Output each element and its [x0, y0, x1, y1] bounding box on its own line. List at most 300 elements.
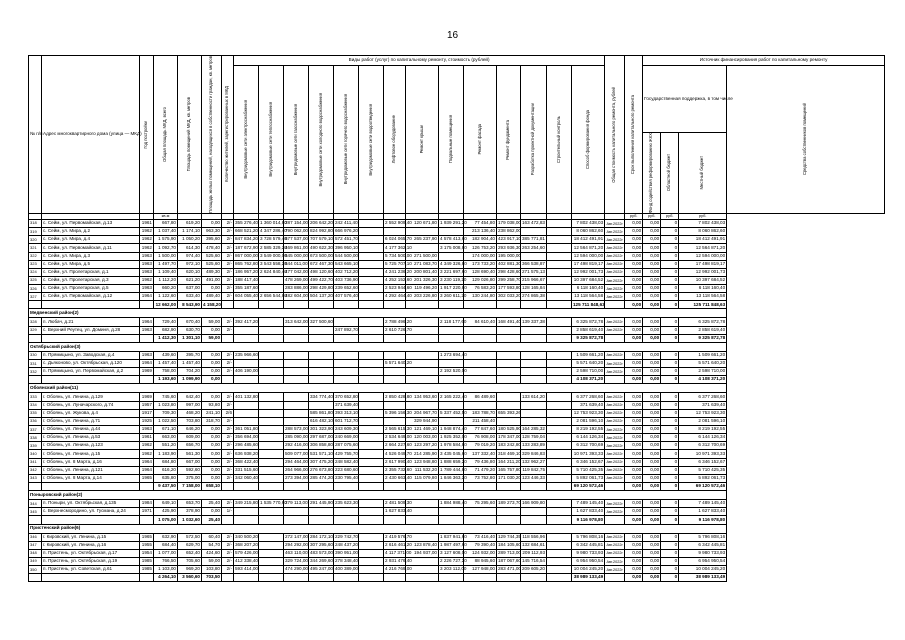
subtotal-fin-source: 0,00: [625, 376, 643, 384]
row-work-cost: [406, 228, 439, 236]
row-ways: 2/-: [222, 393, 234, 401]
row-work-cost: 119 496,20: [406, 285, 439, 293]
subtotal-row: [29, 376, 885, 384]
row-owned-area: 60,40: [202, 533, 222, 541]
subtotal-empty: [222, 376, 234, 384]
row-deadline: Авг.2022г: [605, 541, 625, 549]
table-row: [29, 285, 885, 293]
row-work-cost: [464, 326, 497, 334]
row-work-cost: 127 948,00: [464, 566, 497, 574]
row-total-area: 1 122,60: [154, 293, 178, 301]
district-title: Обоянский район(11): [29, 384, 727, 393]
row-work-cost: 297 687,00: [309, 434, 334, 442]
row-empty: [547, 276, 572, 284]
row-work-cost: 1 888 659,20: [439, 458, 464, 466]
row-fin-source: 0: [661, 360, 679, 368]
row-work-cost: [234, 326, 259, 334]
row-work-cost: 331 515,60: [234, 466, 259, 474]
row-owned-area: 525,60: [202, 252, 222, 260]
fin-group-header: Источник финансирования работ по капитальному ремонту: [643, 56, 885, 66]
row-ways: 2/-: [222, 417, 234, 425]
row-ways: 2/-: [222, 268, 234, 276]
row-fin-source: 6 954 950,54: [679, 558, 727, 566]
row-work-cost: 1 789 444,80: [439, 466, 464, 474]
row-work-cost: 423 917,10: [497, 236, 521, 244]
row-fin-source: 0,00: [625, 541, 643, 549]
subtotal-empty: [359, 334, 384, 342]
table-row: [29, 244, 885, 252]
subtotal-total-cost: 9 325 872,78: [572, 334, 605, 342]
row-total-cost: 8 060 862,60: [572, 228, 605, 236]
row-work-cost: [284, 401, 309, 409]
row-work-cost: 123 878,40: [406, 541, 439, 549]
row-work-cost: [259, 566, 284, 574]
row-fin-source: 0,00: [643, 326, 661, 334]
row-total-cost: 2 598 710,00: [572, 368, 605, 376]
row-living-area: 704,20: [178, 368, 202, 376]
subtotal-total-area: 9 437,50: [154, 483, 178, 491]
row-work-cost: 349 215,80: [234, 500, 259, 508]
row-work-cost: 173 733,20: [464, 260, 497, 268]
col-f3: Местный бюджет: [679, 132, 727, 213]
row-fin-source: 0: [661, 276, 679, 284]
row-work-cost: 5 396 156,30: [384, 409, 406, 417]
row-ways: 2/6: [222, 409, 234, 417]
row-work-cost: [284, 351, 309, 359]
row-fin-source: 0: [661, 368, 679, 376]
capital-repair-table-sheet: [28, 55, 885, 582]
row-work-cost: 214 285,90: [406, 450, 439, 458]
row-address: п. Прямицыно, ул. Заводская, д.4: [42, 351, 140, 359]
subtotal-empty: [464, 376, 497, 384]
row-work-cost: 393 313,10: [334, 409, 359, 417]
subtotal-empty: [439, 574, 464, 582]
row-work-cost: 370 652,80: [334, 393, 359, 401]
row-work-cost: 274 865,38: [521, 293, 547, 301]
row-work-cost: 401 132,80: [234, 393, 259, 401]
row-total-cost: 5 571 640,20: [572, 360, 605, 368]
row-work-cost: 3 127 608,00: [439, 549, 464, 557]
subtotal-empty: [605, 376, 625, 384]
subtotal-row: [29, 334, 885, 342]
row-owned-area: 963,30: [202, 228, 222, 236]
row-living-area: 652,40: [178, 549, 202, 557]
row-work-cost: 2 788 496,20: [384, 318, 406, 326]
row-total-area: 1 022,50: [154, 417, 178, 425]
subtotal-empty: [605, 516, 625, 524]
row-living-area: 653,70: [178, 500, 202, 508]
row-total-cost: 6 954 950,54: [572, 558, 605, 566]
subtotal-row: [29, 516, 885, 524]
row-address: п. Любач, д.21: [42, 318, 140, 326]
subtotal-fin-source: 0,00: [625, 483, 643, 491]
row-owned-area: 0,00: [202, 458, 222, 466]
row-fin-source: 0,00: [625, 285, 643, 293]
table-row: [29, 409, 885, 417]
row-work-cost: [284, 417, 309, 425]
row-total-cost: 5 710 425,35: [572, 466, 605, 474]
row-work-cost: 2 481 509,30: [384, 500, 406, 508]
subtotal-living-area: 3 560,60: [178, 574, 202, 582]
subtotal-empty: [464, 301, 497, 309]
row-work-cost: 194 937,00: [406, 549, 439, 557]
row-work-cost: 406 190,00: [234, 368, 259, 376]
row-work-cost: 495 247,00: [309, 566, 334, 574]
row-work-cost: 604 055,40: [234, 293, 259, 301]
row-owned-area: 59,00: [202, 558, 222, 566]
row-work-cost: 2 656 544,80: [259, 293, 284, 301]
district-title: Поныровский район(2): [29, 491, 727, 500]
row-total-cost: 6 312 700,69: [572, 442, 605, 450]
row-work-cost: 392 417,20: [234, 318, 259, 326]
subtotal-owned-area: 59,00: [202, 334, 222, 342]
row-work-cost: 164 211,20: [497, 458, 521, 466]
subtotal-empty: [234, 334, 259, 342]
row-work-cost: 655 393,26: [497, 409, 521, 417]
row-empty: [547, 393, 572, 401]
subtotal-fin-source: 0,00: [643, 301, 661, 309]
row-year: 1957: [140, 401, 154, 409]
subtotal-empty: [42, 574, 140, 582]
row-work-cost: 477 042,00: [284, 268, 309, 276]
row-work-cost: 1 837 941,60: [439, 533, 464, 541]
row-total-cost: 6 342 445,81: [572, 541, 605, 549]
row-ways: 1/-: [222, 508, 234, 516]
row-work-cost: [234, 409, 259, 417]
row-work-cost: 137 332,40: [464, 450, 497, 458]
row-work-cost: [259, 549, 284, 557]
subtotal-total-cost: 4 108 371,20: [572, 376, 605, 384]
row-work-cost: 4 252 152,60: [384, 276, 406, 284]
subtotal-empty: [309, 376, 334, 384]
row-owned-area: 525,60: [202, 260, 222, 268]
subtotal-empty: [259, 334, 284, 342]
row-work-cost: 2 523 944,60: [384, 285, 406, 293]
row-work-cost: 368 422,40: [234, 458, 259, 466]
col-w2: Внутридомовые сети теплоснабжения: [259, 66, 284, 214]
row-living-area: 637,00: [178, 285, 202, 293]
col-f2: Областной бюджет: [661, 132, 679, 213]
row-work-cost: 463 110,00: [284, 549, 309, 557]
row-empty: [547, 268, 572, 276]
row-ways: 2/-: [222, 434, 234, 442]
row-fin-source: 0,00: [625, 426, 643, 434]
subtotal-total-cost: 9 116 978,80: [572, 516, 605, 524]
subtotal-empty: [497, 376, 521, 384]
row-empty: [547, 260, 572, 268]
subtotal-empty: [42, 516, 140, 524]
row-work-cost: 499 422,70: [309, 276, 334, 284]
subtotal-empty: [547, 574, 572, 582]
subtotal-empty: [234, 483, 259, 491]
row-fin-source: 10 971 393,33: [679, 450, 727, 458]
subtotal-total-area: 1 412,30: [154, 334, 178, 342]
row-work-cost: 271 575,13: [521, 268, 547, 276]
row-empty: [547, 409, 572, 417]
row-work-cost: [259, 426, 284, 434]
row-fin-source: 0: [661, 442, 679, 450]
row-deadline: Авг.2022г: [605, 236, 625, 244]
row-fin-source: 0,00: [643, 268, 661, 276]
row-living-area: 1 050,20: [178, 236, 202, 244]
row-work-cost: 121 469,10: [406, 426, 439, 434]
subtotal-empty: [605, 483, 625, 491]
row-fin-source: 2 598 710,00: [679, 368, 727, 376]
row-work-cost: [521, 326, 547, 334]
row-living-area: 395,70: [178, 351, 202, 359]
row-total-cost: 10 397 684,52: [572, 276, 605, 284]
row-number: 330: [29, 351, 42, 359]
row-work-cost: [284, 368, 309, 376]
row-work-cost: 5 337 452,50: [439, 409, 464, 417]
row-fin-source: 0,00: [625, 458, 643, 466]
row-work-cost: 3 230 119,20: [439, 276, 464, 284]
row-work-cost: 334 774,40: [309, 393, 334, 401]
row-work-cost: [359, 228, 384, 236]
row-work-cost: 264 966,00: [284, 466, 309, 474]
row-number: 341: [29, 458, 42, 466]
row-fin-source: 0: [661, 401, 679, 409]
subtotal-fin-source: 38 989 133,49: [679, 574, 727, 582]
row-work-cost: [359, 268, 384, 276]
row-empty: [547, 533, 572, 541]
row-work-cost: [384, 228, 406, 236]
row-work-cost: [359, 252, 384, 260]
row-living-area: 620,10: [178, 268, 202, 276]
row-fin-source: 0,00: [625, 360, 643, 368]
row-work-cost: 2 565 615,30: [384, 426, 406, 434]
row-living-area: 656,70: [178, 442, 202, 450]
row-fin-source: 0,00: [625, 508, 643, 516]
row-total-cost: 6 377 268,60: [572, 393, 605, 401]
row-work-cost: [259, 401, 284, 409]
row-work-cost: 294 292,00: [284, 541, 309, 549]
row-deadline: Авг.2022г: [605, 417, 625, 425]
row-work-cost: 329 724,00: [284, 558, 309, 566]
row-work-cost: 4 578 413,60: [439, 236, 464, 244]
row-total-area: 1 500,00: [154, 252, 178, 260]
row-deadline: Авг.2022г: [605, 401, 625, 409]
subtotal-owned-area: 703,50: [202, 574, 222, 582]
capital-repair-table: [28, 55, 885, 582]
row-fin-source: 0,00: [625, 260, 643, 268]
row-ways: 2/-: [222, 500, 234, 508]
row-work-cost: 601 712,70: [334, 417, 359, 425]
row-work-cost: [359, 236, 384, 244]
row-living-area: 378,90: [178, 508, 202, 516]
row-address: г. Обоянь, ул. Ленина, д.53: [42, 434, 140, 442]
table-row: [29, 228, 885, 236]
subtotal-fin-source: 0,00: [643, 334, 661, 342]
row-fin-source: 0,00: [643, 466, 661, 474]
row-address: с. Сейм, ул. Первомайская, д.12: [42, 293, 140, 301]
row-fin-source: 0,00: [643, 458, 661, 466]
row-work-cost: 355 276,40: [234, 219, 259, 227]
row-number: 332: [29, 368, 42, 376]
row-work-cost: 2 931 476,40: [384, 558, 406, 566]
row-work-cost: 1 917 220,80: [439, 285, 464, 293]
row-fin-source: 0: [661, 474, 679, 482]
row-work-cost: 412 338,40: [234, 558, 259, 566]
row-living-area: 630,70: [178, 326, 202, 334]
row-deadline: Авг.2022г: [605, 474, 625, 482]
row-ways: 2/-: [222, 351, 234, 359]
row-empty: [547, 326, 572, 334]
table-row: [29, 252, 885, 260]
row-work-cost: [259, 368, 284, 376]
row-work-cost: 183 242,80: [497, 442, 521, 450]
row-work-cost: 248 437,20: [334, 541, 359, 549]
col-w5: Внутридомовые сети горячего водоснабжения: [334, 66, 359, 214]
subtotal-empty: [359, 301, 384, 309]
row-total-area: 660,20: [154, 285, 178, 293]
col-year: Год постройки: [140, 56, 154, 214]
row-owned-area: 0,00: [202, 285, 222, 293]
row-total-area: 667,80: [154, 219, 178, 227]
subtotal-fin-source: 0,00: [643, 574, 661, 582]
row-fin-source: 0,00: [625, 244, 643, 252]
row-owned-area: 0,00: [202, 426, 222, 434]
subtotal-total-area: 4 264,10: [154, 574, 178, 582]
row-work-cost: 2 419 576,70: [384, 533, 406, 541]
row-work-cost: 865 762,80: [234, 260, 259, 268]
row-work-cost: 265 237,90: [406, 236, 439, 244]
row-work-cost: [359, 417, 384, 425]
row-work-cost: [464, 368, 497, 376]
col-w9: Подвальные помещения: [439, 66, 464, 214]
row-total-area: 632,90: [154, 533, 178, 541]
row-work-cost: 403 736,90: [334, 276, 359, 284]
row-work-cost: [309, 401, 334, 409]
subtotal-empty: [547, 301, 572, 309]
row-work-cost: 6 024 065,70: [384, 236, 406, 244]
row-year: 1917: [140, 409, 154, 417]
row-fin-source: 5 710 425,35: [679, 466, 727, 474]
row-number: 322: [29, 252, 42, 260]
table-row: [29, 500, 885, 508]
subtotal-empty: [140, 376, 154, 384]
row-work-cost: [259, 450, 284, 458]
row-address: с. Сейм, ул. Пролетарская, д.1: [42, 268, 140, 276]
row-work-cost: 385 771,81: [521, 236, 547, 244]
row-work-cost: [284, 508, 309, 516]
row-address: г. Обоянь, ул. Ленина, д.71: [42, 417, 140, 425]
row-work-cost: 2 226 727,20: [439, 558, 464, 566]
row-work-cost: [521, 508, 547, 516]
row-work-cost: [309, 360, 334, 368]
row-living-area: 1 174,10: [178, 228, 202, 236]
subtotal-empty: [334, 483, 359, 491]
table-row: [29, 458, 885, 466]
subtotal-total-area: 1 193,60: [154, 376, 178, 384]
row-work-cost: [497, 393, 521, 401]
row-work-cost: 3 435 045,60: [439, 450, 464, 458]
row-empty: [547, 401, 572, 409]
row-total-area: 1 183,90: [154, 450, 178, 458]
row-work-cost: [497, 351, 521, 359]
row-empty: [547, 566, 572, 574]
row-work-cost: [359, 508, 384, 516]
row-number: 348: [29, 549, 42, 557]
row-ways: 2/-: [222, 360, 234, 368]
row-living-area: 642,40: [178, 393, 202, 401]
row-fin-source: 0: [661, 219, 679, 227]
row-work-cost: 248 582,40: [334, 458, 359, 466]
subtotal-empty: [309, 301, 334, 309]
row-work-cost: [259, 351, 284, 359]
row-work-cost: 235 623,30: [334, 500, 359, 508]
row-work-cost: 145 716,54: [521, 558, 547, 566]
row-work-cost: 195 000,00: [497, 252, 521, 260]
row-fin-source: 5 571 640,20: [679, 360, 727, 368]
row-work-cost: 509 077,00: [284, 450, 309, 458]
subtotal-empty: [605, 334, 625, 342]
row-deadline: Авг.2022г: [605, 533, 625, 541]
row-work-cost: 238 862,00: [497, 228, 521, 236]
row-work-cost: 531 571,10: [309, 450, 334, 458]
row-work-cost: [464, 401, 497, 409]
subtotal-owned-area: 4 158,20: [202, 301, 222, 309]
row-number: 339: [29, 442, 42, 450]
row-work-cost: 278 348,40: [334, 558, 359, 566]
row-address: с. Сейм, ул. Первомайская, д.13: [42, 219, 140, 227]
row-fin-source: 0,00: [625, 442, 643, 450]
subtotal-empty: [406, 483, 439, 491]
row-work-cost: [521, 417, 547, 425]
table-row: [29, 236, 885, 244]
row-total-cost: 5 796 808,16: [572, 533, 605, 541]
subtotal-total-cost: 38 989 133,49: [572, 574, 605, 582]
row-year: 1961: [140, 434, 154, 442]
row-work-cost: 572 451,70: [334, 236, 359, 244]
subtotal-row: [29, 483, 885, 491]
row-address: п. Пристень, ул. Октябрьская, д.19: [42, 558, 140, 566]
subtotal-empty: [384, 483, 406, 491]
row-work-cost: 296 485,60: [234, 442, 259, 450]
col-w12: Разработка проектной документации: [521, 66, 547, 214]
row-work-cost: 211 458,40: [464, 417, 497, 425]
row-address: г. Обоянь, ул. 8 Марта, д.16: [42, 458, 140, 466]
row-work-cost: [359, 566, 384, 574]
row-work-cost: [359, 533, 384, 541]
table-row: [29, 393, 885, 401]
table-row: [29, 558, 885, 566]
row-address: с. Сейм, ул. Мира, д.4: [42, 236, 140, 244]
row-total-cost: 10 971 393,33: [572, 450, 605, 458]
row-fin-source: 0,00: [625, 268, 643, 276]
table-row: [29, 426, 885, 434]
row-work-cost: 1 939 291,20: [439, 219, 464, 227]
row-work-cost: 327 500,60: [309, 318, 334, 326]
row-work-cost: 203 226,80: [406, 293, 439, 301]
row-work-cost: [497, 326, 521, 334]
row-living-area: 972,10: [178, 260, 202, 268]
subtotal-empty: [259, 376, 284, 384]
row-work-cost: [259, 458, 284, 466]
row-work-cost: 3 175 008,80: [439, 244, 464, 252]
row-total-area: 758,00: [154, 368, 178, 376]
row-year: 1962: [140, 244, 154, 252]
row-work-cost: 187 067,60: [497, 558, 521, 566]
row-work-cost: 79 436,80: [464, 458, 497, 466]
row-work-cost: 230 795,40: [334, 474, 359, 482]
row-address: с. Верхний Реутец, ул. Доминя, д.28: [42, 326, 140, 334]
row-owned-area: 0,00: [202, 219, 222, 227]
row-fin-source: 0,00: [643, 368, 661, 376]
row-work-cost: 128 759,04: [521, 434, 547, 442]
row-address: г. Обоянь, ул. Ленина, д.15: [42, 450, 140, 458]
district-title: Пристенский район(6): [29, 524, 727, 533]
